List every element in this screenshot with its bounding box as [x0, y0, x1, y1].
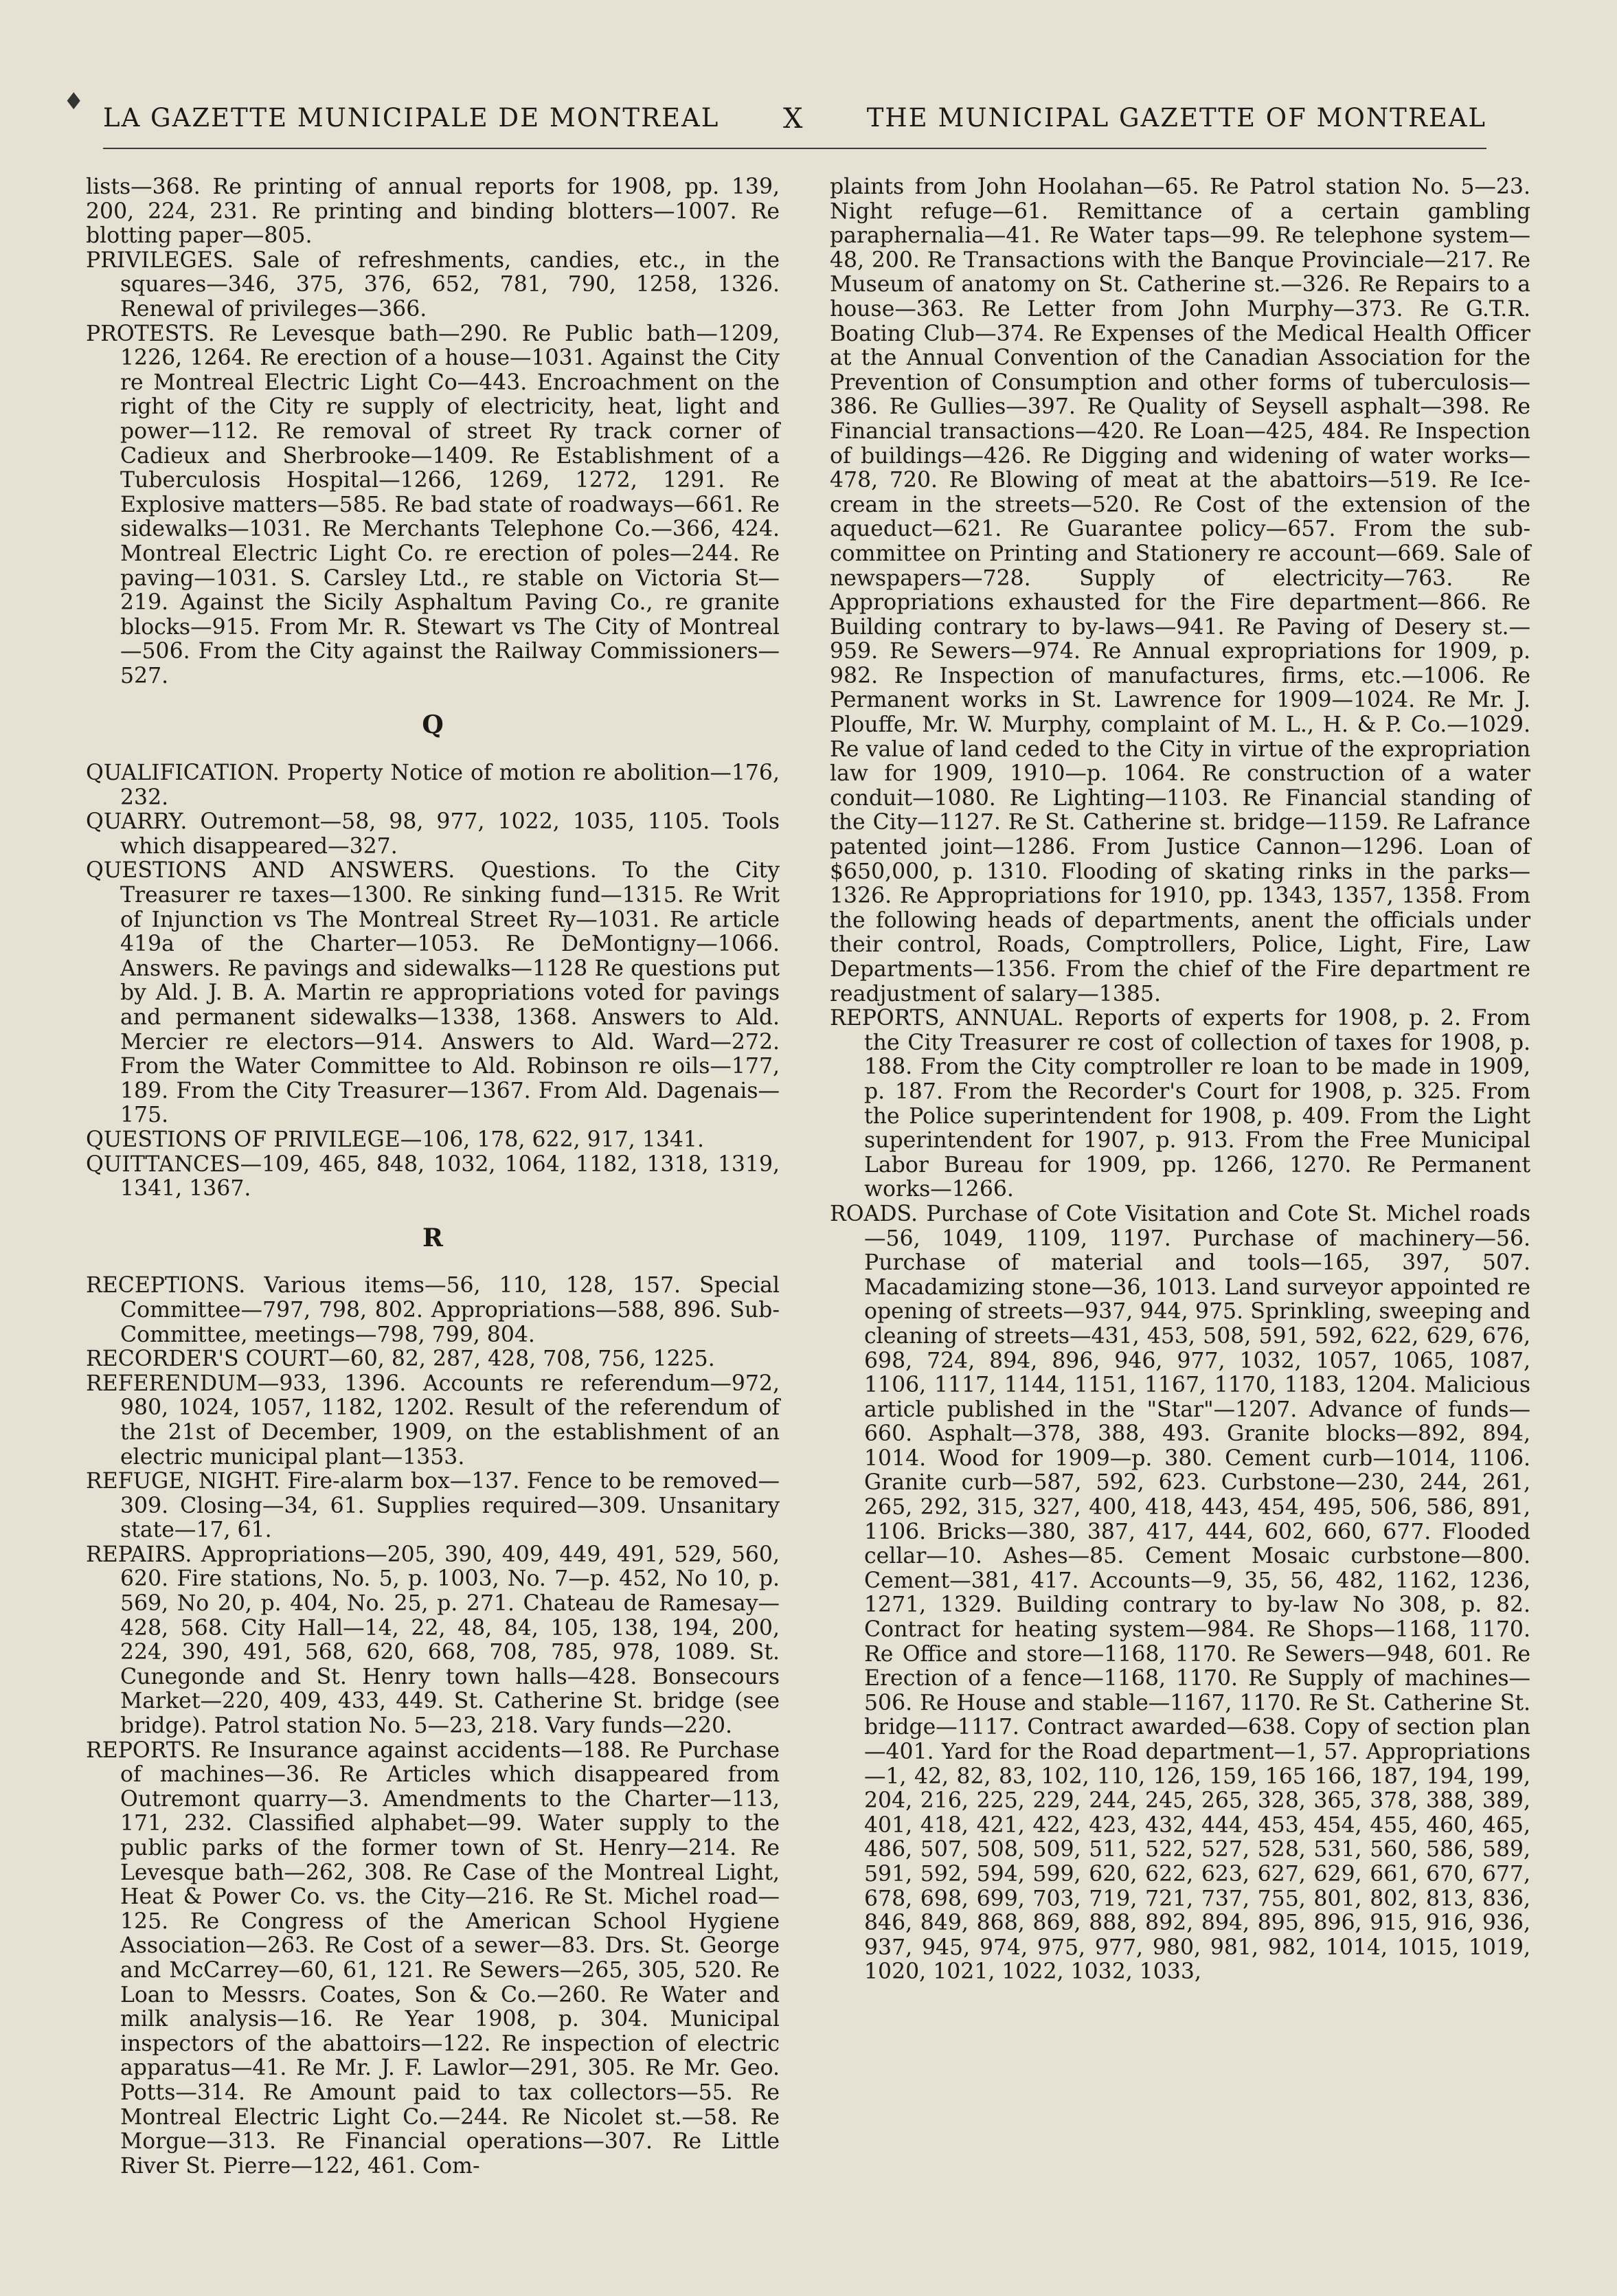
index-entry: RECORDER'S COURT—60, 82, 287, 428, 708, 756, 1225. [86, 1347, 715, 1372]
right-column [830, 175, 1530, 1985]
index-entry: lists—368. Re printing of annual reports for 1908, pp. 139, 200, 224, 231. Re printing and binding blotters—1007. Re blotting paper—805. [86, 175, 780, 249]
index-entry: QUALIFICATION. Property Notice of motion re abolition—176, 232. [86, 761, 780, 810]
index-entry: QUESTIONS OF PRIVILEGE—106, 178, 622, 917, 1341. [86, 1127, 704, 1152]
index-entry: QUITTANCES—109, 465, 848, 1032, 1064, 1182, 1318, 1319, 1341, 1367. [86, 1151, 780, 1202]
index-entry: REPAIRS. Appropriations—205, 390, 409, 449, 491, 529, 560, 620. Fire stations, No. 5, p. 1003, No. 7—p. 452, No 10, p. 569, No 20, p. 404, No. 25, p. 271. Chateau de Ramesay—428, 568. City Hall—14, 22, 48, 84, 105, 138, 194, 200, 224, 390, 491, 568, 620, 668, 708, 785, 978, 1089. St. Cunegonde and St. Henry town halls—428. Bonsecours Market—220, 409, 433, 449. St. Catherine St. bridge (see bridge). Patrol station No. 5—23, 218. Vary funds—220. [86, 1542, 780, 1739]
index-entry: QUARRY. Outremont—58, 98, 977, 1022, 1035, 1105. Tools which disappeared—327. [86, 809, 780, 859]
header-rule [103, 148, 1486, 149]
index-entry: PROTESTS. Re Levesque bath—290. Re Public bath—1209, 1226, 1264. Re erection of a house—1031. Against the City re Montreal Electric Light Co—443. Encroachment on the right of the City re supply of electricity, heat, light and power—112. Re removal of street Ry track corner of Cadieux and Sherbrooke—1409. Re Establishment of a Tuberculosis Hospital—1266, 1269, 1272, 1291. Re Explosive matters—585. Re bad state of roadways—661. Re sidewalks—1031. Re Merchants Telephone Co.—366, 424. Montreal Electric Light Co. re erection of poles—244. Re paving—1031. S. Carsley Ltd., re stable on Victoria St—219. Against the Sicily Asphaltum Paving Co., re granite blocks—915. From Mr. R. Stewart vs The City of Montreal—506. From the City against the Railway Commissioners—527. [86, 321, 780, 688]
index-entry: QUESTIONS AND ANSWERS. Questions. To the City Treasurer re taxes—1300. Re sinking fund—1315. Re Writ of Injunction vs The Montreal Street Ry—1031. Re article 419a of the Charter—1053. Re DeMontigny—1066. Answers. Re pavings and sidewalks—1128 Re questions put by Ald. J. B. A. Martin re appropriations voted for pavings and permanent sidewalks—1338, 1368. Answers to Ald. Mercier re electors—914. Answers to Ald. Ward—272. From the Water Committee to Ald. Robinson re oils—177, 189. From the City Treasurer—1367. From Ald. Dagenais—175. [86, 858, 780, 1128]
corner-mark: ♦ [63, 88, 84, 115]
section-letter-r: R [422, 1223, 443, 1252]
section-letter-q: Q [422, 710, 444, 740]
left-column [86, 175, 780, 2179]
page-number: X [783, 103, 804, 135]
index-entry: plaints from John Hoolahan—65. Re Patrol station No. 5—23. Night refuge—61. Remittance of a certain gambling paraphernalia—41. Re Water taps—99. Re telephone system—48, 200. Re Transactions with the Banque Provinciale—217. Re Museum of anatomy on St. Catherine st.—326. Re Repairs to a house—363. Re Letter from John Murphy—373. Re G.T.R. Boating Club—374. Re Expenses of the Medical Health Officer at the Annual Convention of the Canadian Association for the Prevention of Consumption and other forms of tuberculosis—386. Re Gullies—397. Re Quality of Seysell asphalt—398. Re Financial transactions—420. Re Loan—425, 484. Re Inspection of buildings—426. Re Digging and widening of water works—478, 720. Re Blowing of meat at the abattoirs—519. Re Ice-cream in the streets—520. Re Cost of the extension of the aqueduct—621. Re Guarantee policy—657. From the sub-committee on Printing and Stationery re account—669. Sale of newspapers—728. Supply of electricity—763. Re Appropriations exhausted for the Fire department—866. Re Building contrary to by-laws—941. Re Paving of Desery st.—959. Re Sewers—974. Re Annual expropriations for 1909, p. 982. Re Inspection of manufactures, firms, etc.—1006. Re Permanent works in St. Lawrence for 1909—1024. Re Mr. J. Plouffe, Mr. W. Murphy, complaint of M. L., H. & P. Co.—1029. Re value of land ceded to the City in virtue of the expropriation law for 1909, 1910—p. 1064. Re construction of a water conduit—1080. Re Lighting—1103. Re Financial standing of the City—1127. Re St. Catherine st. bridge—1159. Re Lafrance patented joint—1286. From Justice Cannon—1296. Loan of $650,000, p. 1310. Flooding of skating rinks in the parks—1326. Re Appropriations for 1910, pp. 1343, 1357, 1358. From the following heads of departments, anent the officials under their control, Roads, Comptrollers, Police, Light, Fire, Law Departments—1356. From the chief of the Fire department re readjustment of salary—1385. [830, 175, 1530, 1006]
index-entry: RECEPTIONS. Various items—56, 110, 128, 157. Special Committee—797, 798, 802. Appropriations—588, 896. Sub-Committee, meetings—798, 799, 804. [86, 1273, 780, 1347]
index-entry: ROADS. Purchase of Cote Visitation and Cote St. Michel roads—56, 1049, 1109, 1197. Purchase of machinery—56. Purchase of material and tools—165, 397, 507. Macadamizing stone—36, 1013. Land surveyor appointed re opening of streets—937, 944, 975. Sprinkling, sweeping and cleaning of streets—431, 453, 508, 591, 592, 622, 629, 676, 698, 724, 894, 896, 946, 977, 1032, 1057, 1065, 1087, 1106, 1117, 1144, 1151, 1167, 1170, 1183, 1204. Malicious article published in the "Star"—1207. Advance of funds—660. Asphalt—378, 388, 493. Granite blocks—892, 894, 1014. Wood for 1909—p. 380. Cement curb—1014, 1106. Granite curb—587, 592, 623. Curbstone—230, 244, 261, 265, 292, 315, 327, 400, 418, 443, 454, 495, 506, 586, 891, 1106. Bricks—380, 387, 417, 444, 602, 660, 677. Flooded cellar—10. Ashes—85. Cement Mosaic curbstone—800. Cement—381, 417. Accounts—9, 35, 56, 482, 1162, 1236, 1271, 1329. Building contrary to by-law No 308, p. 82. Contract for heating system—984. Re Shops—1168, 1170. Re Office and store—1168, 1170. Re Sewers—948, 601. Re Erection of a fence—1168, 1170. Re Supply of machines—506. Re House and stable—1167, 1170. Re St. Catherine St. bridge—1117. Contract awarded—638. Copy of section plan—401. Yard for the Road department—1, 57. Appropriations—1, 42, 82, 83, 102, 110, 126, 159, 165 166, 187, 194, 199, 204, 216, 225, 229, 244, 245, 265, 328, 365, 378, 388, 389, 401, 418, 421, 422, 423, 432, 444, 453, 454, 455, 460, 465, 486, 507, 508, 509, 511, 522, 527, 528, 531, 560, 586, 589, 591, 592, 594, 599, 620, 622, 623, 627, 629, 661, 670, 677, 678, 698, 699, 703, 719, 721, 737, 755, 801, 802, 813, 836, 846, 849, 868, 869, 888, 892, 894, 895, 896, 915, 916, 936, 937, 945, 974, 975, 977, 980, 981, 982, 1014, 1015, 1019, 1020, 1021, 1022, 1032, 1033, [830, 1201, 1530, 1985]
header-english-title: THE MUNICIPAL GAZETTE OF MONTREAL [866, 103, 1486, 133]
index-entry: REFUGE, NIGHT. Fire-alarm box—137. Fence to be removed—309. Closing—34, 61. Supplies required—309. Unsanitary state—17, 61. [86, 1469, 780, 1543]
index-entry: PRIVILEGES. Sale of refreshments, candies, etc., in the squares—346, 375, 376, 652, 781, 790, 1258, 1326. Renewal of privileges—366. [86, 247, 780, 322]
index-entry: REFERENDUM—933, 1396. Accounts re referendum—972, 980, 1024, 1057, 1182, 1202. Result of the referendum of the 21st of December, 1909, on the establishment of an electric municipal plant—1353. [86, 1371, 780, 1470]
page-header [103, 103, 1486, 144]
index-entry: REPORTS, ANNUAL. Reports of experts for 1908, p. 2. From the City Treasurer re cost of collection of taxes for 1908, p. 188. From the City comptroller re loan to be made in 1909, p. 187. From the Recorder's Court for 1908, p. 325. From the Police superintendent for 1908, p. 409. From the Light superintendent for 1907, p. 913. From the Free Municipal Labor Bureau for 1909, pp. 1266, 1270. Re Permanent works—1266. [830, 1006, 1530, 1202]
header-french-title: LA GAZETTE MUNICIPALE DE MONTREAL [103, 103, 720, 133]
index-entry: REPORTS. Re Insurance against accidents—188. Re Purchase of machines—36. Re Articles which disappeared from Outremont quarry—3. Amendments to the Charter—113, 171, 232. Classified alphabet—99. Water supply to the public parks of the former town of St. Henry—214. Re Levesque bath—262, 308. Re Case of the Montreal Light, Heat & Power Co. vs. the City—216. Re St. Michel road—125. Re Congress of the American School Hygiene Association—263. Re Cost of a sewer—83. Drs. St. George and McCarrey—60, 61, 121. Re Sewers—265, 305, 520. Re Loan to Messrs. Coates, Son & Co.—260. Re Water and milk analysis—16. Re Year 1908, p. 304. Municipal inspectors of the abattoirs—122. Re inspection of electric apparatus—41. Re Mr. J. F. Lawlor—291, 305. Re Mr. Geo. Potts—314. Re Amount paid to tax collectors—55. Re Montreal Electric Light Co.—244. Re Nicolet st.—58. Re Morgue—313. Re Financial operations—307. Re Little River St. Pierre—122, 461. Com- [86, 1737, 780, 2179]
